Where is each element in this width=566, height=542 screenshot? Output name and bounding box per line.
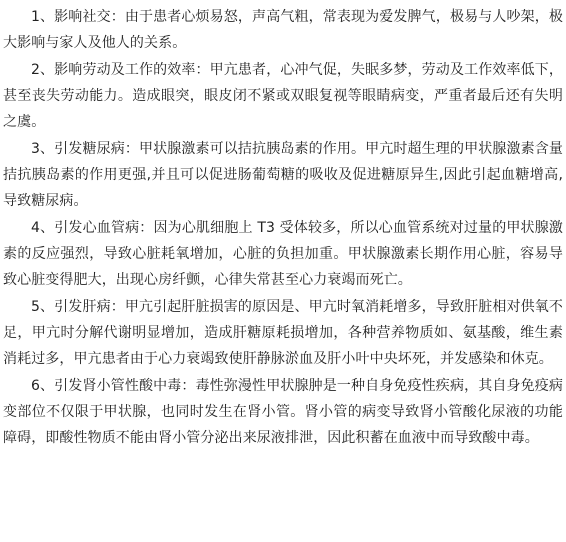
article-body [0,4,566,452]
paragraph-renal-acidosis: 6、引发肾小管性酸中毒：毒性弥漫性甲状腺肿是一种自身免疫性疾病，其自身免疫病变部位不仅限于甲状腺，也同时发生在肾小管。肾小管的病变导致肾小管酸化尿液的功能障碍，即酸性物质不能由肾小管分泌出来尿液排泄，因此积蓄在血液中而导致酸中毒。 [3,378,563,446]
paragraph-liver-disease: 5、引发肝病：甲亢引起肝脏损害的原因是、甲亢时氧消耗增多，导致肝脏相对供氧不足，甲亢时分解代谢明显增加，造成肝糖原耗损增加，各种营养物质如、氨基酸，维生素消耗过多，甲亢患者由于心力衰竭致使肝静脉淤血及肝小叶中央坏死，并发感染和休克。 [3,299,563,367]
paragraph-cardiovascular: 4、引发心血管病：因为心肌细胞上 T3 受体较多，所以心血管系统对过量的甲状腺激素的反应强烈，导致心脏耗氧增加，心脏的负担加重。甲状腺激素长期作用心脏，容易导致心脏变得肥大，出现心房纤颤，心律失常甚至心力衰竭而死亡。 [3,220,563,288]
paragraph-social-impact: 1、影响社交：由于患者心烦易怒，声高气粗，常表现为爱发脾气，极易与人吵架，极大影响与家人及他人的关系。 [3,9,563,51]
paragraph-work-efficiency: 2、影响劳动及工作的效率：甲亢患者，心冲气促，失眠多梦，劳动及工作效率低下，甚至丧失劳动能力。造成眼突，眼皮闭不紧或双眼复视等眼睛病变，严重者最后还有失明之虞。 [3,62,563,130]
paragraph-diabetes: 3、引发糖尿病：甲状腺激素可以拮抗胰岛素的作用。甲亢时超生理的甲状腺激素含量拮抗胰岛素的作用更强,并且可以促进肠葡萄糖的吸收及促进糖原异生,因此引起血糖增高,导致糖尿病。 [3,141,563,209]
